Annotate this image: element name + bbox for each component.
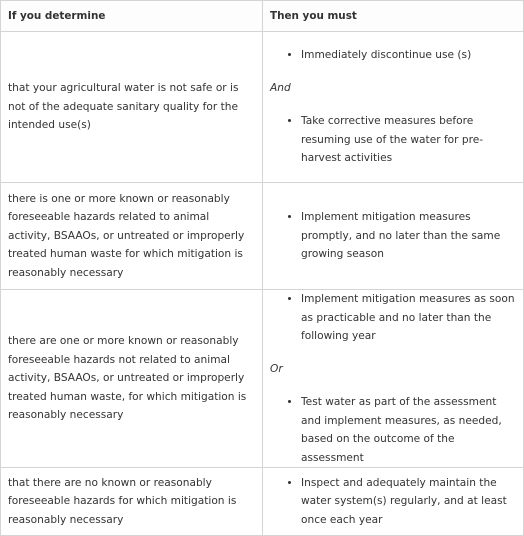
table-row <box>1 183 524 290</box>
condition-cell: there is one or more known or reasonably foreseeable hazards related to animal activity, BSAAOs, or untreated or improperly treated human waste for which mitigation is reasonably necessary <box>1 183 263 290</box>
action-list <box>270 46 515 65</box>
action-list <box>270 290 515 346</box>
header-condition: If you determine <box>1 1 263 32</box>
condition-cell: that your agricultural water is not safe or is not of the adequate sanitary quality for the intended use(s) <box>1 32 263 183</box>
connector-label: And <box>270 81 291 94</box>
table-row <box>1 468 524 536</box>
action-list <box>270 208 515 264</box>
action-item: • Take corrective measures before resuming use of the water for pre-harvest activities <box>301 112 515 168</box>
action-list <box>270 112 515 168</box>
header-row <box>1 1 524 32</box>
action-cell <box>263 290 524 468</box>
header-action: Then you must <box>263 1 524 32</box>
action-list <box>270 393 515 467</box>
action-item: • Test water as part of the assessment and implement measures, as needed, based on the outcome of the assessment <box>301 393 515 467</box>
action-list <box>270 474 515 530</box>
action-cell <box>263 183 524 290</box>
action-cell <box>263 32 524 183</box>
action-cell <box>263 468 524 536</box>
condition-cell: that there are no known or reasonably foreseeable hazards for which mitigation is reasonably necessary <box>1 468 263 536</box>
table-row <box>1 290 524 468</box>
action-item: • Inspect and adequately maintain the water system(s) regularly, and at least once each year <box>301 474 515 530</box>
condition-cell: there are one or more known or reasonably foreseeable hazards not related to animal activity, BSAAOs, or untreated or improperly treated human waste, for which mitigation is reasonably necessary <box>1 290 263 468</box>
connector-label: Or <box>270 362 283 375</box>
table-row <box>1 32 524 183</box>
action-item: • Implement mitigation measures as soon as practicable and no later than the following year <box>301 290 515 346</box>
action-item: • Implement mitigation measures promptly, and no later than the same growing season <box>301 208 515 264</box>
action-item: • Immediately discontinue use (s) <box>301 46 515 65</box>
